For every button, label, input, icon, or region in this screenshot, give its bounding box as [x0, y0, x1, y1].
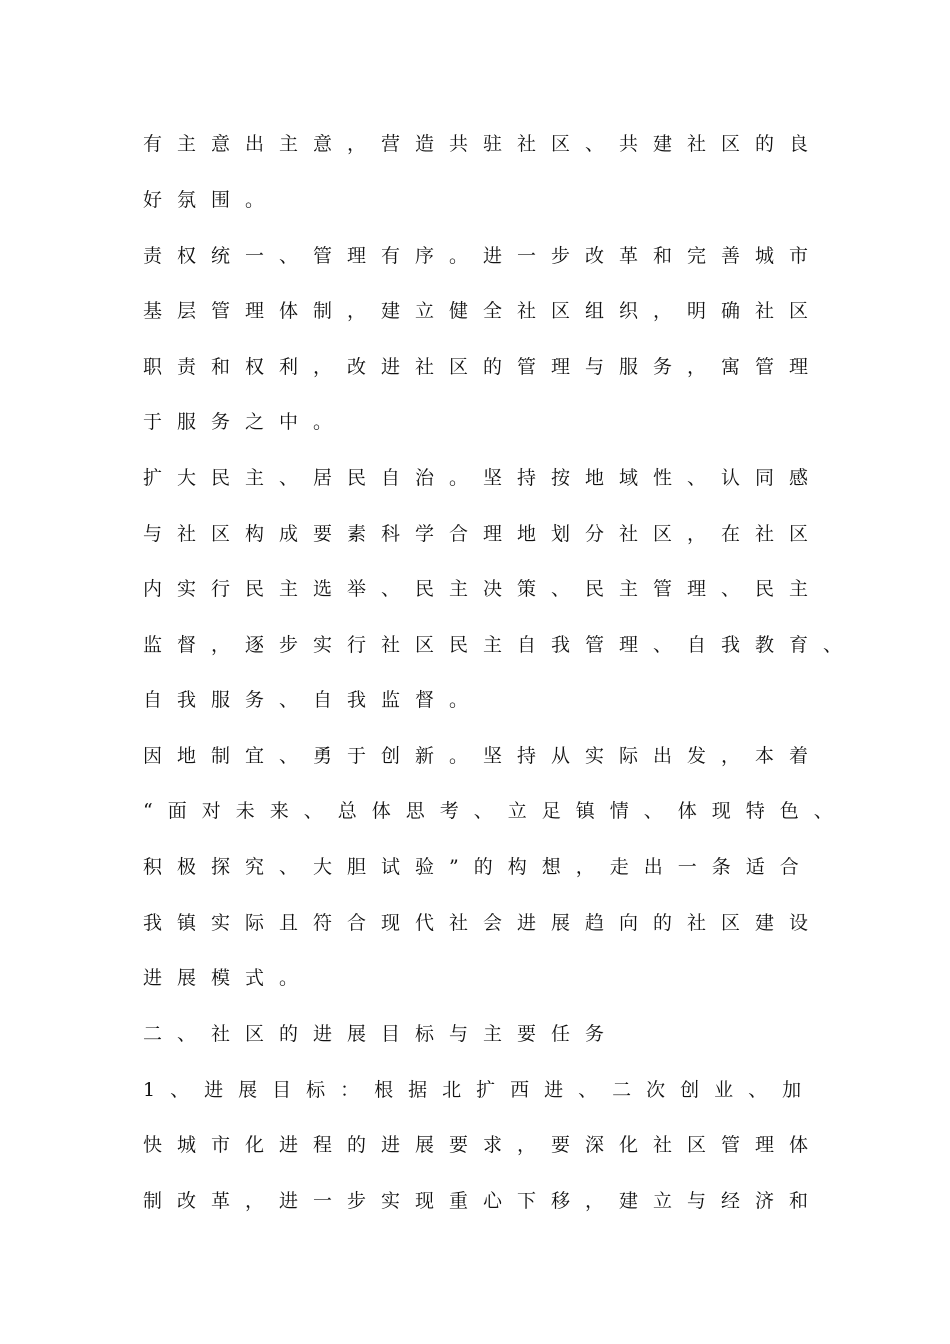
text-line-12: 因地制宜、勇于创新。坚持从实际出发，本着	[143, 745, 824, 767]
text-line-11: 自我服务、自我监督。	[143, 689, 484, 711]
text-line-5: 职责和权利，改进社区的管理与服务，寓管理	[143, 356, 824, 378]
text-line-14: 积极探究、大胆试验”的构想，走出一条适合	[143, 856, 814, 878]
text-line-13: “面对未来、总体思考、立足镇情、体现特色、	[143, 800, 848, 822]
text-line-1: 有主意出主意，营造共驻社区、共建社区的良	[143, 133, 824, 155]
text-line-3: 责权统一、管理有序。进一步改革和完善城市	[143, 245, 824, 267]
text-line-16: 进展模式。	[143, 967, 314, 989]
text-line-6: 于服务之中。	[143, 411, 348, 433]
text-line-4: 基层管理体制，建立健全社区组织，明确社区	[143, 300, 824, 322]
text-line-19: 快城市化进程的进展要求，要深化社区管理体	[143, 1134, 824, 1156]
text-line-8: 与社区构成要素科学合理地划分社区，在社区	[143, 523, 824, 545]
text-line-15: 我镇实际且符合现代社会进展趋向的社区建设	[143, 912, 824, 934]
text-line-18: 1、进展目标：根据北扩西进、二次创业、加	[143, 1079, 817, 1101]
text-line-10: 监督，逐步实行社区民主自我管理、自我教育、	[143, 634, 858, 656]
text-line-9: 内实行民主选举、民主决策、民主管理、民主	[143, 578, 824, 600]
text-line-7: 扩大民主、居民自治。坚持按地域性、认同感	[143, 467, 824, 489]
section-heading: 二、社区的进展目标与主要任务	[143, 1023, 620, 1045]
text-line-20: 制改革，进一步实现重心下移，建立与经济和	[143, 1190, 824, 1212]
text-line-2: 好氛围。	[143, 189, 280, 211]
